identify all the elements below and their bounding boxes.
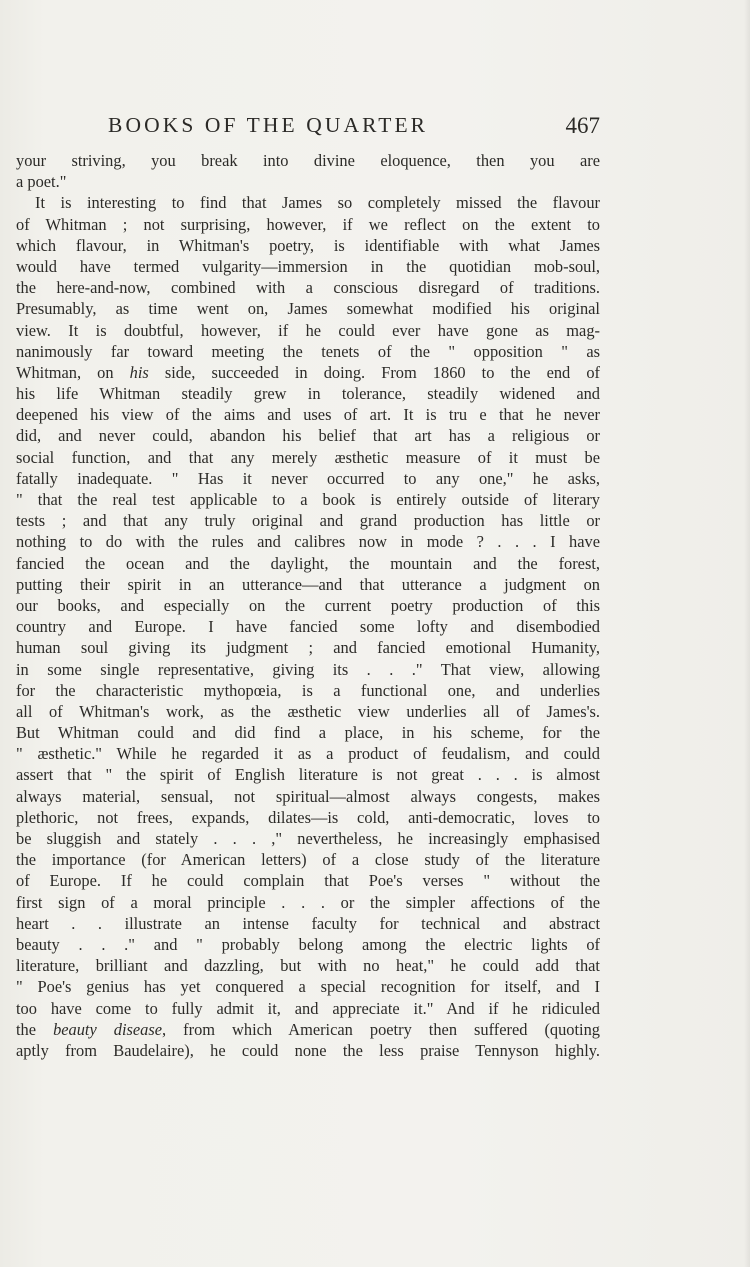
- text-line: too have come to fully admit it, and appreciate it." And if he ridiculed: [16, 998, 600, 1018]
- text-line: nothing to do with the rules and calibres now in mode ? . . . I have: [16, 532, 600, 552]
- text-line: view. It is doubtful, however, if he could ever have gone as mag-: [16, 320, 600, 340]
- text-line: heart . . illustrate an intense faculty for technical and abstract: [16, 913, 600, 933]
- page-edge: [744, 0, 750, 1267]
- running-head: [16, 113, 600, 145]
- text-line: be sluggish and stately . . . ," nevertheless, he increasingly emphasised: [16, 829, 600, 848]
- text-line: Presumably, as time went on, James somewhat modified his original: [16, 299, 600, 319]
- text-line: " Poe's genius has yet conquered a special recognition for itself, and I: [16, 977, 600, 997]
- text-line: putting their spirit in an utterance—and that utterance a judgment on: [16, 574, 600, 594]
- text-line: our books, and especially on the current poetry production of this: [16, 595, 600, 615]
- text-line: literature, brilliant and dazzling, but with no heat," he could add that: [16, 956, 600, 976]
- text-line: " that the real test applicable to a book is entirely outside of literary: [16, 490, 600, 509]
- text-line: the beauty disease, from which American poetry then suffered (quoting: [16, 1019, 600, 1039]
- text-line: tests ; and that any truly original and grand production has little or: [16, 511, 600, 531]
- text-line: assert that " the spirit of English literature is not great . . . is almost: [16, 765, 600, 785]
- text-line: social function, and that any merely æsthetic measure of it must be: [16, 447, 600, 467]
- text-line: his life Whitman steadily grew in tolerance, steadily widened and: [16, 384, 600, 404]
- text-line: always material, sensual, not spiritual—almost always congests, makes: [16, 786, 600, 806]
- page-number: 467: [565, 113, 600, 138]
- text-line: for the characteristic mythopœia, is a functional one, and underlies: [16, 680, 600, 700]
- text-line: the here-and-now, combined with a conscious disregard of traditions.: [16, 278, 600, 298]
- text-line: did, and never could, abandon his belief that art has a religious or: [16, 426, 600, 446]
- text-line: But Whitman could and did find a place, in his scheme, for the: [16, 723, 600, 743]
- text-line: nanimously far toward meeting the tenets of the " opposition " as: [16, 341, 600, 361]
- text-line: Whitman, on his side, succeeded in doing. From 1860 to the end of: [16, 362, 600, 382]
- text-line: beauty . . ." and " probably belong among the electric lights of: [16, 934, 600, 954]
- text-line: in some single representative, giving its . . ." That view, allowing: [16, 659, 600, 679]
- text-line: deepened his view of the aims and uses of art. It is tru e that he never: [16, 405, 600, 425]
- text-line: It is interesting to find that James so completely missed the flavour: [35, 193, 600, 213]
- text-line: plethoric, not frees, expands, dilates—is cold, anti-democratic, loves to: [16, 807, 600, 827]
- body-text: [16, 150, 600, 1061]
- text-line: which flavour, in Whitman's poetry, is identifiable with what James: [16, 235, 600, 255]
- text-line: fancied the ocean and the daylight, the mountain and the forest,: [16, 553, 600, 573]
- text-line: human soul giving its judgment ; and fancied emotional Humanity,: [16, 638, 600, 658]
- text-line: country and Europe. I have fancied some lofty and disembodied: [16, 617, 600, 637]
- text-line: your striving, you break into divine eloquence, then you are: [16, 151, 600, 170]
- text-line: all of Whitman's work, as the æsthetic view underlies all of James's.: [16, 701, 600, 721]
- text-line: aptly from Baudelaire), he could none the less praise Tennyson highly.: [16, 1040, 600, 1060]
- text-line: of Europe. If he could complain that Poe's verses " without the: [16, 871, 600, 891]
- running-head-title: BOOKS OF THE QUARTER: [108, 113, 429, 137]
- text-line: fatally inadequate. " Has it never occurred to any one," he asks,: [16, 468, 600, 488]
- text-line: " æsthetic." While he regarded it as a product of feudalism, and could: [16, 744, 600, 764]
- text-line: a poet.": [16, 172, 67, 192]
- text-line: would have termed vulgarity—immersion in the quotidian mob-soul,: [16, 256, 600, 276]
- text-line: of Whitman ; not surprising, however, if we reflect on the extent to: [16, 214, 600, 234]
- text-line: the importance (for American letters) of a close study of the literature: [16, 850, 600, 870]
- text-line: first sign of a moral principle . . . or the simpler affections of the: [16, 892, 600, 912]
